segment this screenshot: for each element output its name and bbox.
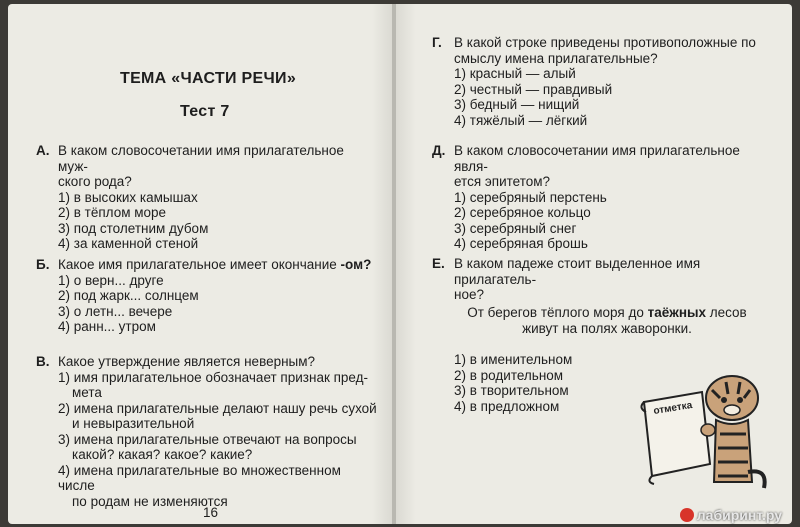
question-a-text-line2: ского рода? (58, 174, 132, 189)
question-e-option-1: 1) в именительном (454, 352, 573, 367)
question-g-option-3: 3) бедный — нищий (454, 97, 580, 112)
question-v (36, 354, 381, 509)
question-a-option-2: 2) в тёплом море (58, 205, 167, 220)
question-d-option-1: 1) серебряный перстень (454, 189, 607, 205)
question-d-option-4: 4) серебряная брошь (454, 236, 588, 251)
question-a-option-1: 1) в высоких камышах (58, 189, 198, 205)
question-b-letter: Б. (36, 257, 50, 272)
question-v-letter: В. (36, 354, 50, 369)
question-b-option-4: 4) ранн... утром (58, 319, 156, 334)
question-a-letter: А. (36, 143, 50, 158)
watermark (680, 507, 782, 523)
question-g-option-1: 1) красный — алый (454, 66, 576, 81)
question-a-option-3: 3) под столетним дубом (58, 220, 209, 236)
question-v-option-4-cont: по родам не изменяются (72, 493, 228, 509)
question-g-letter: Г. (432, 35, 442, 50)
question-e-options (432, 352, 632, 414)
question-g-text-line1: В какой строке приведены противоположные по (454, 35, 756, 50)
example-sentence (432, 305, 782, 337)
watermark-text: лабиринт.ру (696, 507, 782, 523)
question-d (432, 143, 777, 252)
question-b-option-1: 1) о верн... друге (58, 272, 164, 288)
highlighted-adjective: таёжных (647, 305, 707, 320)
tiger-mascot-illustration (636, 372, 772, 502)
question-e-option-4: 4) в предложном (454, 398, 560, 414)
question-b-option-3: 3) о летн... вечере (58, 303, 173, 319)
grade-card-label: отметка (652, 399, 694, 417)
question-d-text-line1: В каком словосочетании имя прилагательное явля- (454, 143, 740, 174)
question-g-text-line2: смыслу имена прилагательные? (454, 50, 658, 66)
tiger-eye-right (737, 397, 743, 403)
question-a-text-line1: В каком словосочетании имя прилагательное муж- (58, 143, 344, 174)
example-sentence-line2: живут на полях жаворонки. (522, 321, 692, 336)
tiger-paw (701, 424, 715, 436)
labirint-logo-icon (680, 508, 694, 522)
question-e-text-line2: ное? (454, 287, 484, 302)
question-d-option-2: 2) серебряное кольцо (454, 205, 591, 220)
question-e-option-2: 2) в родительном (454, 367, 564, 383)
question-v-text: Какое утверждение является неверным? (58, 354, 316, 369)
test-title: Тест 7 (180, 103, 230, 120)
question-d-letter: Д. (432, 143, 446, 158)
question-a-option-4: 4) за каменной стеной (58, 236, 199, 251)
question-d-text-line2: ется эпитетом? (454, 174, 551, 189)
question-b (36, 257, 376, 335)
tiger-eye-left (721, 397, 727, 403)
question-b-option-2: 2) под жарк... солнцем (58, 288, 199, 303)
question-v-option-1: 1) имя прилагательное обозначает признак пред- (58, 369, 369, 385)
question-b-text: Какое имя прилагательное имеет окончание (58, 257, 341, 272)
question-v-option-2: 2) имена прилагательные делают нашу речь сухой (58, 400, 377, 416)
tiger-muzzle (724, 405, 740, 415)
question-e (432, 256, 777, 303)
tiger-body (714, 420, 752, 482)
question-b-ending: -ом? (340, 257, 372, 272)
question-v-option-3: 3) имена прилагательные отвечают на вопросы (58, 431, 357, 447)
question-v-option-4: 4) имена прилагательные во множественном числе (58, 462, 341, 493)
example-sentence-start: От берегов тёплого моря до (467, 305, 648, 320)
question-v-option-2-cont: и невыразительной (72, 416, 195, 431)
page-number: 16 (203, 505, 219, 520)
question-g-option-4: 4) тяжёлый — лёгкий (454, 112, 588, 128)
question-v-option-1-cont: мета (72, 385, 102, 400)
theme-title: ТЕМА «ЧАСТИ РЕЧИ» (120, 70, 297, 87)
question-a (36, 143, 376, 252)
question-v-option-3-cont: какой? какая? какое? какие? (72, 447, 253, 462)
question-g (432, 35, 777, 128)
question-e-option-3: 3) в творительном (454, 383, 569, 398)
book-gutter (392, 4, 396, 524)
question-e-letter: Е. (432, 256, 445, 271)
question-e-text-line1: В каком падеже стоит выделенное имя прилагатель- (454, 256, 701, 287)
question-d-option-3: 3) серебряный снег (454, 220, 577, 236)
example-sentence-end: лесов (706, 305, 747, 320)
question-g-option-2: 2) честный — правдивый (454, 81, 613, 97)
